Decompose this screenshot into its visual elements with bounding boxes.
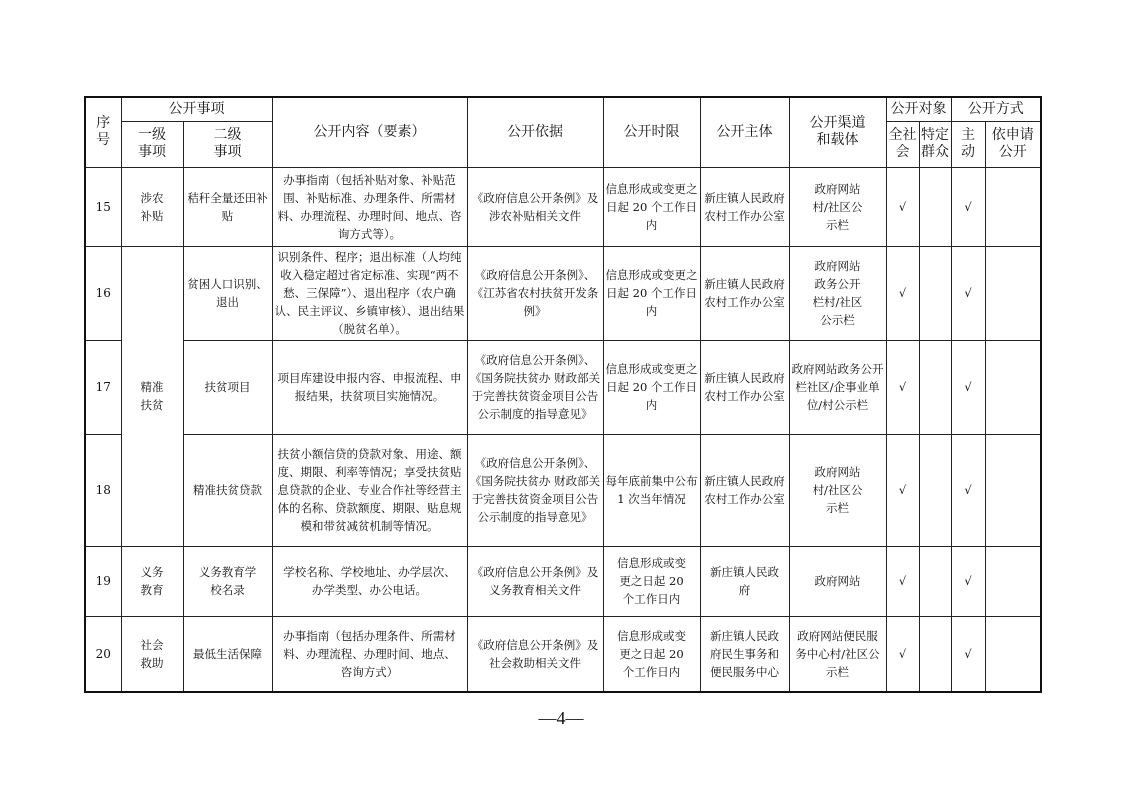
- row-target-specific: [919, 616, 951, 692]
- table-row: [85, 167, 1041, 246]
- row-channel: 政府网站: [789, 546, 886, 616]
- row-channel: 政府网站村/社区公示栏: [789, 434, 886, 546]
- row-seq: 17: [85, 340, 121, 434]
- row-mode-request: [985, 167, 1041, 246]
- header-seq: 序号: [85, 97, 121, 167]
- row-level2: 秸秆全量还田补贴: [183, 167, 272, 246]
- header-mode-group: 公开方式: [951, 97, 1041, 121]
- row-subject: 新庄镇人民政府: [700, 546, 789, 616]
- row-target-all: √: [886, 340, 919, 434]
- row-seq: 15: [85, 167, 121, 246]
- row-channel: 政府网站政务公开栏村/社区公示栏: [789, 246, 886, 340]
- row-channel: 政府网站村/社区公示栏: [789, 167, 886, 246]
- header-time-limit: 公开时限: [603, 97, 700, 167]
- header-subject: 公开主体: [700, 97, 789, 167]
- table-row: [85, 340, 1041, 434]
- row-target-specific: [919, 546, 951, 616]
- row-level1: 涉农补贴: [121, 167, 183, 246]
- row-level2: 贫困人口识别、退出: [183, 246, 272, 340]
- table-row: [85, 546, 1041, 616]
- header-level2: 二级事项: [183, 121, 272, 167]
- row-level2: 扶贫项目: [183, 340, 272, 434]
- row-target-specific: [919, 246, 951, 340]
- table-row: [85, 434, 1041, 546]
- row-mode-request: [985, 246, 1041, 340]
- row-content: 办事指南（包括办理条件、所需材料、办理流程、办理时间、地点、咨询方式）: [272, 616, 467, 692]
- row-channel: 政府网站政务公开栏社区/企事业单位/村公示栏: [789, 340, 886, 434]
- row-target-specific: [919, 434, 951, 546]
- row-content: 扶贫小额信贷的贷款对象、用途、额度、期限、利率等情况；享受扶贫贴息贷款的企业、专业合作社等经营主体的名称、贷款额度、期限、贴息规模和带贫减贫机制等情况。: [272, 434, 467, 546]
- row-time-limit: 信息形成或变更之日起 20 个工作日内: [603, 546, 700, 616]
- header-mode-request: 依申请公开: [985, 121, 1041, 167]
- row-mode-request: [985, 340, 1041, 434]
- row-mode-active: √: [951, 434, 985, 546]
- row-basis: 《政府信息公开条例》及涉农补贴相关文件: [467, 167, 603, 246]
- row-target-all: √: [886, 167, 919, 246]
- row-seq: 20: [85, 616, 121, 692]
- row-time-limit: 信息形成或变更之日起 20 个工作日内: [603, 616, 700, 692]
- row-content: 项目库建设申报内容、申报流程、申报结果，扶贫项目实施情况。: [272, 340, 467, 434]
- row-subject: 新庄镇人民政府农村工作办公室: [700, 167, 789, 246]
- row-mode-request: [985, 546, 1041, 616]
- row-seq: 19: [85, 546, 121, 616]
- row-mode-active: √: [951, 167, 985, 246]
- row-mode-active: √: [951, 616, 985, 692]
- row-subject: 新庄镇人民政府农村工作办公室: [700, 246, 789, 340]
- row-mode-request: [985, 616, 1041, 692]
- header-basis: 公开依据: [467, 97, 603, 167]
- header-mode-active: 主动: [951, 121, 985, 167]
- row-basis: 《政府信息公开条例》、《江苏省农村扶贫开发条例》: [467, 246, 603, 340]
- row-basis: 《政府信息公开条例》及义务教育相关文件: [467, 546, 603, 616]
- row-mode-active: √: [951, 246, 985, 340]
- row-mode-active: √: [951, 340, 985, 434]
- row-level1: 社会救助: [121, 616, 183, 692]
- row-time-limit: 信息形成或变更之日起 20 个工作日内: [603, 167, 700, 246]
- table-row: [85, 616, 1041, 692]
- row-basis: 《政府信息公开条例》、《国务院扶贫办 财政部关于完善扶贫资金项目公告公示制度的指导意见》: [467, 434, 603, 546]
- row-time-limit: 每年底前集中公布 1 次当年情况: [603, 434, 700, 546]
- row-level2: 精准扶贫贷款: [183, 434, 272, 546]
- row-level1: 义务教育: [121, 546, 183, 616]
- row-level2: 义务教育学校名录: [183, 546, 272, 616]
- page-number: —4—: [538, 708, 584, 728]
- row-basis: 《政府信息公开条例》及社会救助相关文件: [467, 616, 603, 692]
- disclosure-table: [84, 96, 1042, 693]
- row-basis: 《政府信息公开条例》、《国务院扶贫办 财政部关于完善扶贫资金项目公告公示制度的指导意见》: [467, 340, 603, 434]
- header-target-specific: 特定群众: [919, 121, 951, 167]
- row-mode-request: [985, 434, 1041, 546]
- row-target-all: √: [886, 434, 919, 546]
- row-target-specific: [919, 340, 951, 434]
- row-seq: 16: [85, 246, 121, 340]
- row-subject: 新庄镇人民政府农村工作办公室: [700, 434, 789, 546]
- row-content: 识别条件、程序；退出标准（人均纯收入稳定超过省定标准、实现“两不愁、三保障”）、退出程序（农户确认、民主评议、乡镇审核）、退出结果（脱贫名单）。: [272, 246, 467, 340]
- row-target-all: √: [886, 616, 919, 692]
- row-time-limit: 信息形成或变更之日起 20 个工作日内: [603, 340, 700, 434]
- row-target-specific: [919, 167, 951, 246]
- row-target-all: √: [886, 246, 919, 340]
- row-channel: 政府网站便民服务中心村/社区公示栏: [789, 616, 886, 692]
- header-target-group: 公开对象: [886, 97, 951, 121]
- row-subject: 新庄镇人民政府民生事务和便民服务中心: [700, 616, 789, 692]
- row-content: 办事指南（包括补贴对象、补贴范围、补贴标准、办理条件、所需材料、办理流程、办理时间、地点、咨询方式等）。: [272, 167, 467, 246]
- header-items-group: 公开事项: [121, 97, 272, 121]
- header-target-all: 全社会: [886, 121, 919, 167]
- row-target-all: √: [886, 546, 919, 616]
- row-time-limit: 信息形成或变更之日起 20 个工作日内: [603, 246, 700, 340]
- row-subject: 新庄镇人民政府农村工作办公室: [700, 340, 789, 434]
- row-content: 学校名称、学校地址、办学层次、办学类型、办公电话。: [272, 546, 467, 616]
- header-channel: 公开渠道和载体: [789, 97, 886, 167]
- row-mode-active: √: [951, 546, 985, 616]
- header-level1: 一级事项: [121, 121, 183, 167]
- header-content: 公开内容（要素）: [272, 97, 467, 167]
- row-level1: 精准扶贫: [121, 246, 183, 546]
- row-level2: 最低生活保障: [183, 616, 272, 692]
- row-seq: 18: [85, 434, 121, 546]
- table-row: [85, 246, 1041, 340]
